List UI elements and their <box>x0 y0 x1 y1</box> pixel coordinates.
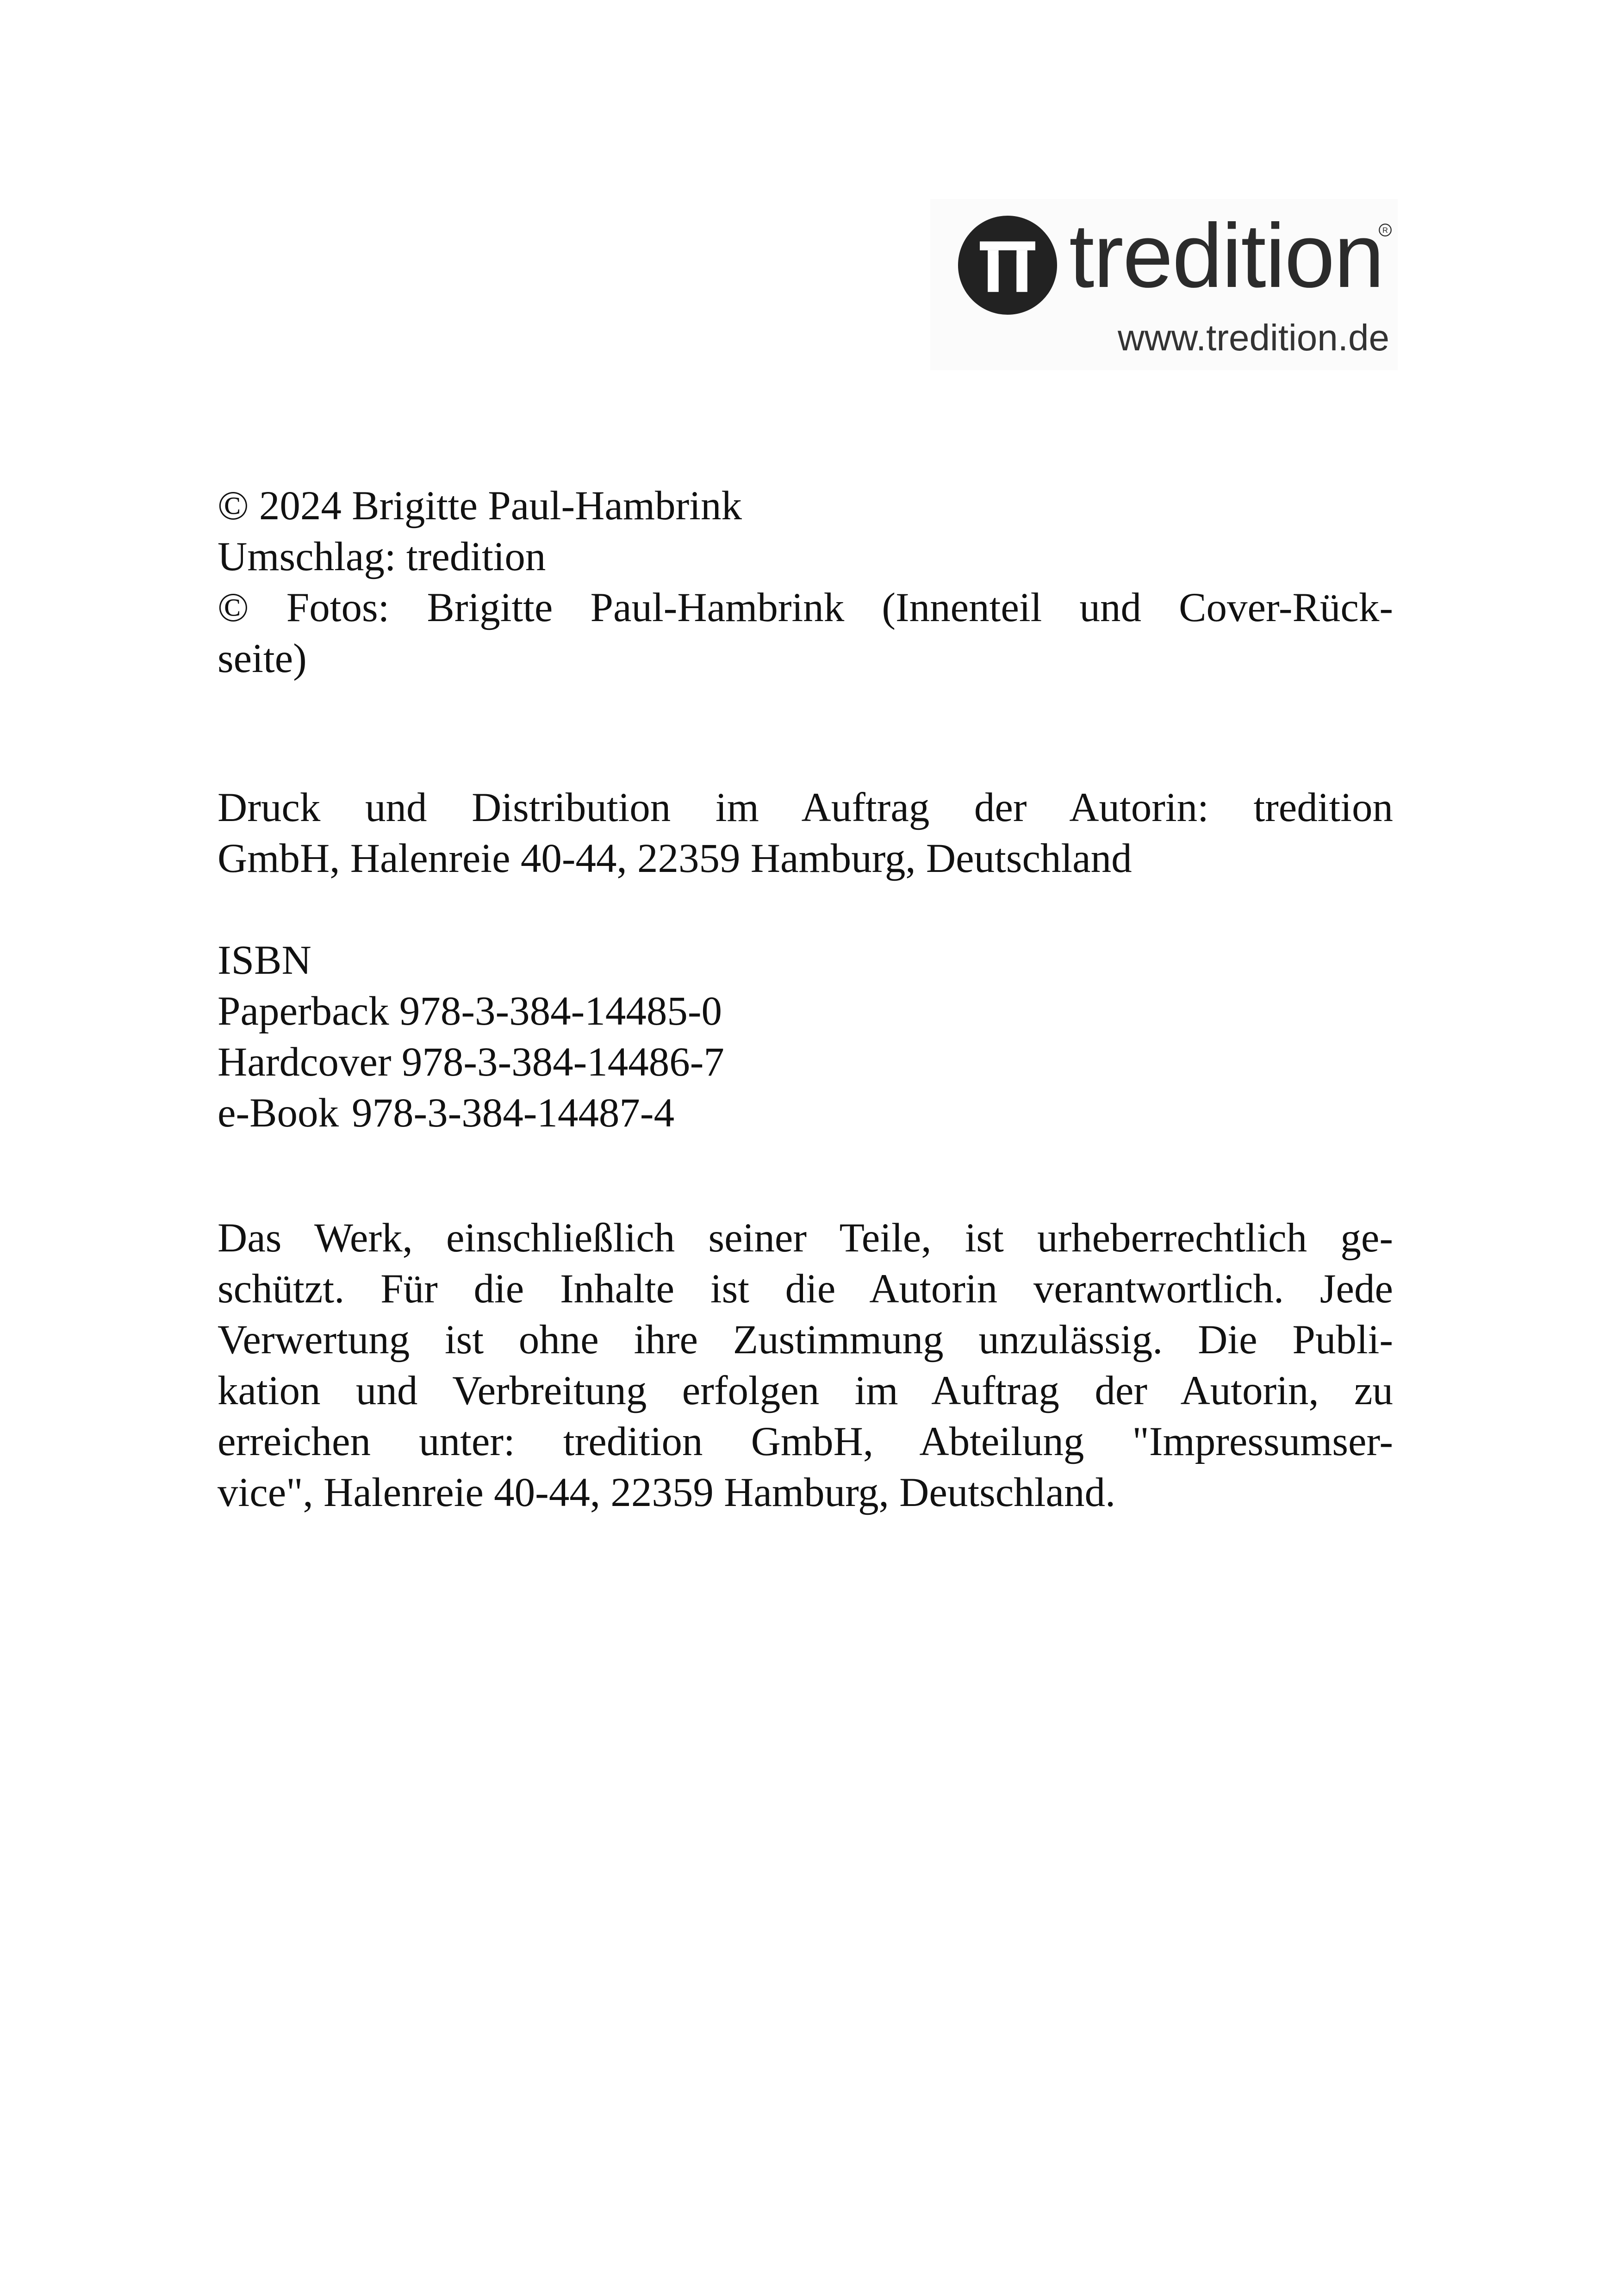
publisher-url: www.tredition.de <box>1118 317 1389 358</box>
isbn-entry-hardcover <box>218 1037 1393 1088</box>
legal-notice-line: Verwertung ist ohne ihre Zustimmung unzulässig. Die Publi- <box>218 1317 1393 1363</box>
isbn-number: 978-3-384-14485-0 <box>399 989 722 1034</box>
logo-wordmark: tredition <box>1069 205 1384 306</box>
isbn-number: 978-3-384-14486-7 <box>401 1039 724 1085</box>
legal-notice-line: kation und Verbreitung erfolgen im Auftrag der Autorin, zu <box>218 1368 1393 1413</box>
isbn-block <box>218 935 1393 1139</box>
photo-credit-continuation: seite) <box>218 636 307 681</box>
isbn-heading: ISBN <box>218 938 311 983</box>
legal-notice-block <box>218 1213 1393 1518</box>
isbn-entry-ebook <box>218 1088 1393 1139</box>
printing-line: Druck und Distribution im Auftrag der Autorin: tredition <box>218 785 1393 830</box>
isbn-entry-paperback <box>218 986 1393 1037</box>
tredition-logo-icon <box>958 216 1057 315</box>
photo-credit-line: © Fotos: Brigitte Paul-Hambrink (Innenteil und Cover-Rück- <box>218 585 1393 630</box>
printing-block <box>218 782 1393 884</box>
cover-credit-line: Umschlag: tredition <box>218 534 546 579</box>
publisher-logo <box>930 199 1398 370</box>
legal-notice-line: schützt. Für die Inhalte ist die Autorin verantwortlich. Jede <box>218 1266 1393 1312</box>
isbn-format: Hardcover <box>218 1039 392 1085</box>
printing-address-line: GmbH, Halenreie 40-44, 22359 Hamburg, Deutschland <box>218 836 1132 881</box>
copyright-block <box>218 480 1393 684</box>
copyright-line: © 2024 Brigitte Paul-Hambrink <box>218 483 742 529</box>
svg-text:R: R <box>1382 226 1388 235</box>
legal-notice-line: erreichen unter: tredition GmbH, Abteilung "Impressumser- <box>218 1419 1393 1464</box>
legal-notice-line: Das Werk, einschließlich seiner Teile, ist urheberrechtlich ge- <box>218 1215 1393 1261</box>
isbn-number: 978-3-384-14487-4 <box>352 1090 675 1136</box>
registered-trademark-icon <box>1378 223 1392 237</box>
isbn-format: e-Book <box>218 1090 339 1136</box>
isbn-format: Paperback <box>218 989 389 1034</box>
legal-notice-line: vice", Halenreie 40-44, 22359 Hamburg, Deutschland. <box>218 1470 1116 1515</box>
